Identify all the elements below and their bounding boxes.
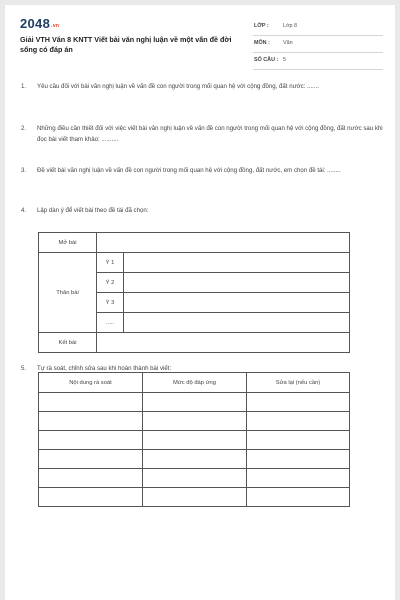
question-text: Lập dàn ý để viết bài theo đề tài đã chọn: (37, 207, 149, 214)
question-number: 1. (21, 83, 27, 90)
meta-key: LỚP : (254, 23, 269, 29)
review-cell[interactable] (247, 431, 350, 450)
table-row (39, 393, 350, 412)
table-row (39, 450, 350, 469)
site-logo[interactable] (20, 16, 59, 31)
outline-cell[interactable] (97, 333, 350, 353)
review-cell[interactable] (39, 393, 143, 412)
review-cell[interactable] (39, 412, 143, 431)
review-cell[interactable] (247, 488, 350, 507)
review-cell[interactable] (143, 488, 247, 507)
worksheet-page (5, 5, 395, 600)
question-text: Đề viết bài văn nghị luận về vấn đề con người trong mối quan hệ với cộng đồng, đất nước, em chọn đề tài: ........ (37, 167, 341, 174)
outline-cell[interactable] (97, 233, 350, 253)
review-cell[interactable] (39, 431, 143, 450)
table-header-row (39, 373, 350, 393)
meta-row-question-count (253, 53, 383, 70)
review-table (38, 372, 350, 507)
column-header: Nội dung rà soát (39, 373, 143, 393)
table-row (39, 253, 350, 273)
outline-sub-label: Ý 3 (97, 293, 124, 313)
review-cell[interactable] (247, 412, 350, 431)
question-text: Yêu cầu đối với bài văn nghị luận về vấn đề con người trong mối quan hệ với cộng đồng, đất nước: ....... (37, 83, 319, 90)
meta-row-subject (253, 36, 383, 53)
meta-key: MÔN : (254, 40, 270, 46)
logo-domain: .vn (51, 23, 60, 29)
review-cell[interactable] (39, 469, 143, 488)
review-cell[interactable] (39, 450, 143, 469)
outline-cell[interactable] (124, 273, 350, 293)
review-cell[interactable] (143, 412, 247, 431)
question-number: 2. (21, 125, 27, 132)
outline-table (38, 232, 350, 353)
outline-cell[interactable] (124, 293, 350, 313)
logo-text: 2048 (20, 16, 51, 31)
outline-sub-label: ..... (97, 313, 124, 333)
outline-cell[interactable] (124, 313, 350, 333)
question-number: 4. (21, 207, 27, 214)
review-cell[interactable] (143, 431, 247, 450)
page-header (5, 5, 395, 67)
review-cell[interactable] (143, 450, 247, 469)
review-cell[interactable] (143, 393, 247, 412)
meta-value: Văn (283, 40, 293, 46)
meta-row-class (253, 19, 383, 36)
meta-key: SỐ CÂU : (254, 57, 279, 63)
review-cell[interactable] (247, 450, 350, 469)
outline-cell[interactable] (124, 253, 350, 273)
column-header: Sửa lại (nếu cần) (247, 373, 350, 393)
table-row (39, 488, 350, 507)
column-header: Mức độ đáp ứng (143, 373, 247, 393)
question-text: Những điều cần thiết đối với việc viết bài văn nghị luận về vấn đề con người trong mối quan hệ với cộng đồng, đất nước sau khi đọc bài viết tham khảo: .......... (37, 125, 383, 143)
table-row (39, 469, 350, 488)
question-text: Tự rà soát, chỉnh sửa sau khi hoàn thành bài viết: (37, 365, 172, 372)
table-row (39, 431, 350, 450)
outline-sub-label: Ý 1 (97, 253, 124, 273)
review-cell[interactable] (143, 469, 247, 488)
review-cell[interactable] (39, 488, 143, 507)
outline-sub-label: Ý 2 (97, 273, 124, 293)
table-row (39, 412, 350, 431)
outline-label-ket-bai: Kết bài (39, 333, 97, 353)
question-number: 5. (21, 365, 27, 372)
meta-value: 5 (283, 57, 286, 63)
question-number: 3. (21, 167, 27, 174)
meta-info (253, 19, 383, 70)
outline-label-than-bai: Thân bài (39, 253, 97, 333)
outline-label-mo-bai: Mở bài (39, 233, 97, 253)
document-title: Giải VTH Văn 8 KNTT Viết bài văn nghị luận về một vấn đề đời sống có đáp án (20, 35, 232, 54)
table-row (39, 233, 350, 253)
review-cell[interactable] (247, 469, 350, 488)
meta-value: Lớp 8 (283, 23, 298, 29)
table-row (39, 333, 350, 353)
review-cell[interactable] (247, 393, 350, 412)
